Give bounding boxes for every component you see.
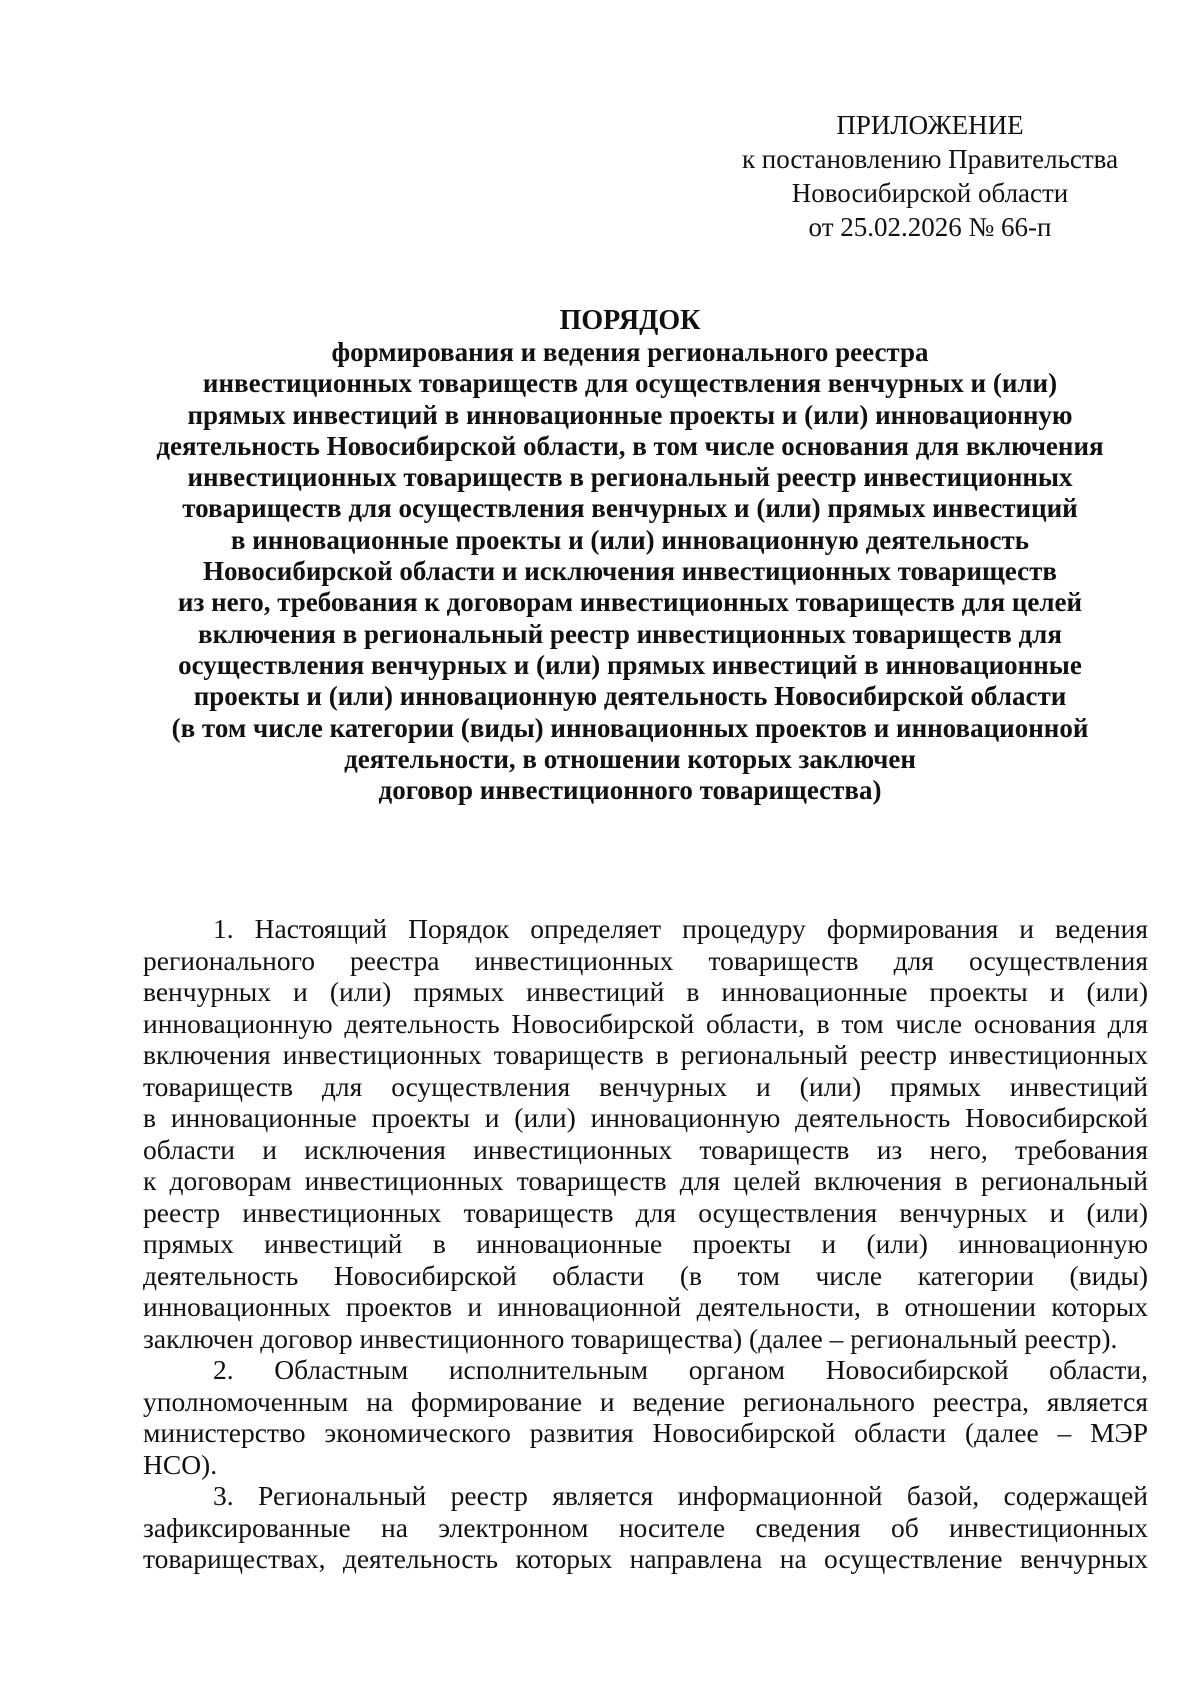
appendix-block <box>740 108 1120 244</box>
paragraph-line: уполномоченным на формирование и ведение регионального реестра, является <box>143 1385 1148 1417</box>
paragraph-line: в инновационные проекты и (или) инновационную деятельность Новосибирской <box>143 1102 1148 1133</box>
paragraph-line: венчурных и (или) прямых инвестиций в инновационные проекты и (или) <box>143 976 1148 1007</box>
heading-lines <box>110 337 1150 806</box>
heading-line: прямых инвестиций в инновационные проекты и (или) инновационную <box>187 399 1073 430</box>
paragraph-line: включения инвестиционных товариществ в региональный реестр инвестиционных <box>143 1039 1148 1070</box>
paragraph-line: зафиксированные на электронном носителе сведения об инвестиционных <box>143 1511 1148 1543</box>
heading-line: инвестиционных товариществ в региональный реестр инвестиционных <box>187 462 1073 493</box>
paragraph-line: товариществ для осуществления венчурных и (или) прямых инвестиций <box>143 1070 1148 1102</box>
heading-line: включения в региональный реестр инвестиционных товариществ для <box>198 618 1062 649</box>
paragraph-line: деятельность Новосибирской области (в том числе категории (виды) <box>143 1259 1148 1291</box>
heading-line: товариществ для осуществления венчурных и (или) прямых инвестиций <box>182 493 1078 524</box>
heading-line: деятельность Новосибирской области, в том числе основания для включения <box>156 430 1104 461</box>
heading-line: проекты и (или) инновационную деятельность Новосибирской области <box>193 681 1067 712</box>
appendix-line: к постановлению Правительства <box>741 144 1119 174</box>
heading-line: Новосибирской области и исключения инвестиционных товариществ <box>203 556 1057 587</box>
document-body <box>143 913 1148 1575</box>
paragraph-line: 2. Областным исполнительным органом Новосибирской области, <box>213 1354 1148 1385</box>
paragraph-line: инновационную деятельность Новосибирской области, в том числе основания для <box>143 1007 1148 1039</box>
appendix-line: Новосибирской области <box>791 178 1069 208</box>
appendix-date-number: от 25.02.2026 № 66-п <box>808 212 1052 242</box>
paragraph-1 <box>143 913 1148 1354</box>
paragraph-line: НСО). <box>143 1448 218 1480</box>
paragraph-line: инновационных проектов и инновационной деятельности, в отношении которых <box>143 1291 1148 1322</box>
paragraph-line: реестр инвестиционных товариществ для осуществления венчурных и (или) <box>143 1196 1148 1228</box>
heading-line: инвестиционных товариществ для осуществления венчурных и (или) <box>202 368 1058 399</box>
paragraph-2 <box>143 1354 1148 1480</box>
heading-line: формирования и ведения регионального реестра <box>331 337 929 367</box>
paragraph-line: регионального реестра инвестиционных товариществ для осуществления <box>143 944 1148 976</box>
heading-line: договор инвестиционного товарищества) <box>378 775 882 806</box>
paragraph-line: 3. Региональный реестр является информационной базой, содержащей <box>213 1480 1148 1511</box>
paragraph-line: министерство экономического развития Новосибирской области (далее – МЭР <box>143 1417 1148 1448</box>
paragraph-line: области и исключения инвестиционных товариществ из него, требования <box>143 1133 1148 1165</box>
paragraph-line: прямых инвестиций в инновационные проекты и (или) инновационную <box>143 1228 1148 1259</box>
heading-line: осуществления венчурных и (или) прямых инвестиций в инновационные <box>178 649 1082 680</box>
heading-line: деятельности, в отношении которых заключен <box>344 743 916 774</box>
paragraph-3 <box>143 1480 1148 1575</box>
heading-title: ПОРЯДОК <box>559 305 701 336</box>
paragraph-line: заключен договор инвестиционного товарищества) (далее – региональный реестр). <box>143 1322 1118 1354</box>
paragraph-line: 1. Настоящий Порядок определяет процедуру формирования и ведения <box>213 913 1148 944</box>
paragraph-line: товариществах, деятельность которых направлена на осуществление венчурных <box>143 1543 1148 1574</box>
paragraph-line: к договорам инвестиционных товариществ для целей включения в региональный <box>143 1165 1148 1196</box>
heading-line: (в том числе категории (виды) инновационных проектов и инновационной <box>171 712 1089 743</box>
document-heading <box>110 305 1150 806</box>
appendix-title: ПРИЛОЖЕНИЕ <box>836 110 1024 140</box>
heading-line: в инновационные проекты и (или) инновационную деятельность <box>230 524 1030 555</box>
heading-line: из него, требования к договорам инвестиционных товариществ для целей <box>177 587 1083 618</box>
